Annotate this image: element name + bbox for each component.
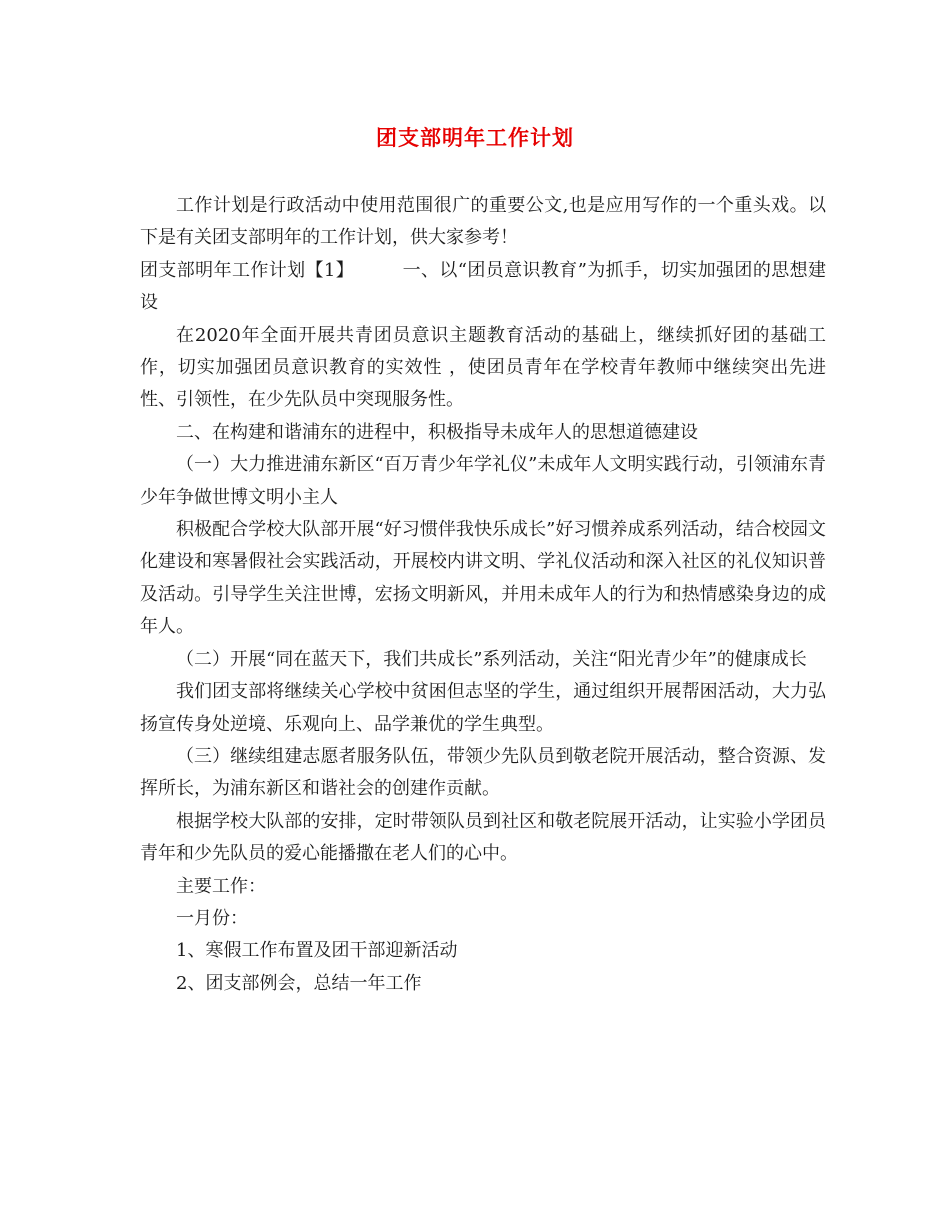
paragraph-item-one: （一）大力推进浦东新区“百万青少年学礼仪”未成年人文明实践行动，引领浦东青少年争做世博文明小主人	[140, 454, 826, 508]
paragraph-main-work: 主要工作：	[176, 875, 266, 897]
list-item-1: 1、寒假工作布置及团干部迎新活动	[176, 940, 458, 962]
paragraph-activities: 根据学校大队部的安排，定时带领队员到社区和敬老院展开活动，让实验小学团员青年和少先队员的爱心能播撒在老人们的心中。	[140, 810, 826, 865]
section-heading-label: 团支部明年工作计划【1】	[140, 259, 355, 281]
intro-paragraph: 工作计划是行政活动中使用范围很广的重要公文,也是应用写作的一个重头戏。以下是有关团支部明年的工作计划，供大家参考！	[140, 195, 826, 249]
paragraph-january: 一月份：	[176, 907, 248, 929]
paragraph-item-three: （三）继续组建志愿者服务队伍，带领少先队员到敬老院开展活动，整合资源、发挥所长，为浦东新区和谐社会的创建作贡献。	[140, 745, 826, 800]
paragraph-foundation: 在2020年全面开展共青团员意识主题教育活动的基础上，继续抓好团的基础工作，切实加强团员意识教育的实效性 ，使团员青年在学校青年教师中继续突出先进性、引领性，在少先队员中突现服务性。	[140, 324, 826, 411]
paragraph-habits: 积极配合学校大队部开展“好习惯伴我快乐成长”好习惯养成系列活动，结合校园文化建设和寒暑假社会实践活动，开展校内讲文明、学礼仪活动和深入社区的礼仪知识普及活动。引导学生关注世博，宏扬文明新风，并用未成年人的行为和热情感染身边的成年人。	[140, 519, 826, 638]
list-item-2: 2、团支部例会，总结一年工作	[176, 972, 422, 994]
section-heading-text: 一、以“团员意识教育”为抓手，切实加强团的思想建设	[140, 259, 827, 314]
paragraph-heading-two: 二、在构建和谐浦东的进程中，积极指导未成年人的思想道德建设	[176, 421, 698, 443]
section-heading	[140, 255, 826, 320]
paragraph-support: 我们团支部将继续关心学校中贫困但志坚的学生，通过组织开展帮困活动，大力弘扬宣传身处逆境、乐观向上、品学兼优的学生典型。	[140, 681, 826, 735]
document-body	[140, 190, 826, 1000]
paragraph-item-two: （二）开展“同在蓝天下，我们共成长”系列活动，关注“阳光青少年”的健康成长	[176, 648, 807, 670]
document-title: 团支部明年工作计划	[376, 126, 574, 150]
